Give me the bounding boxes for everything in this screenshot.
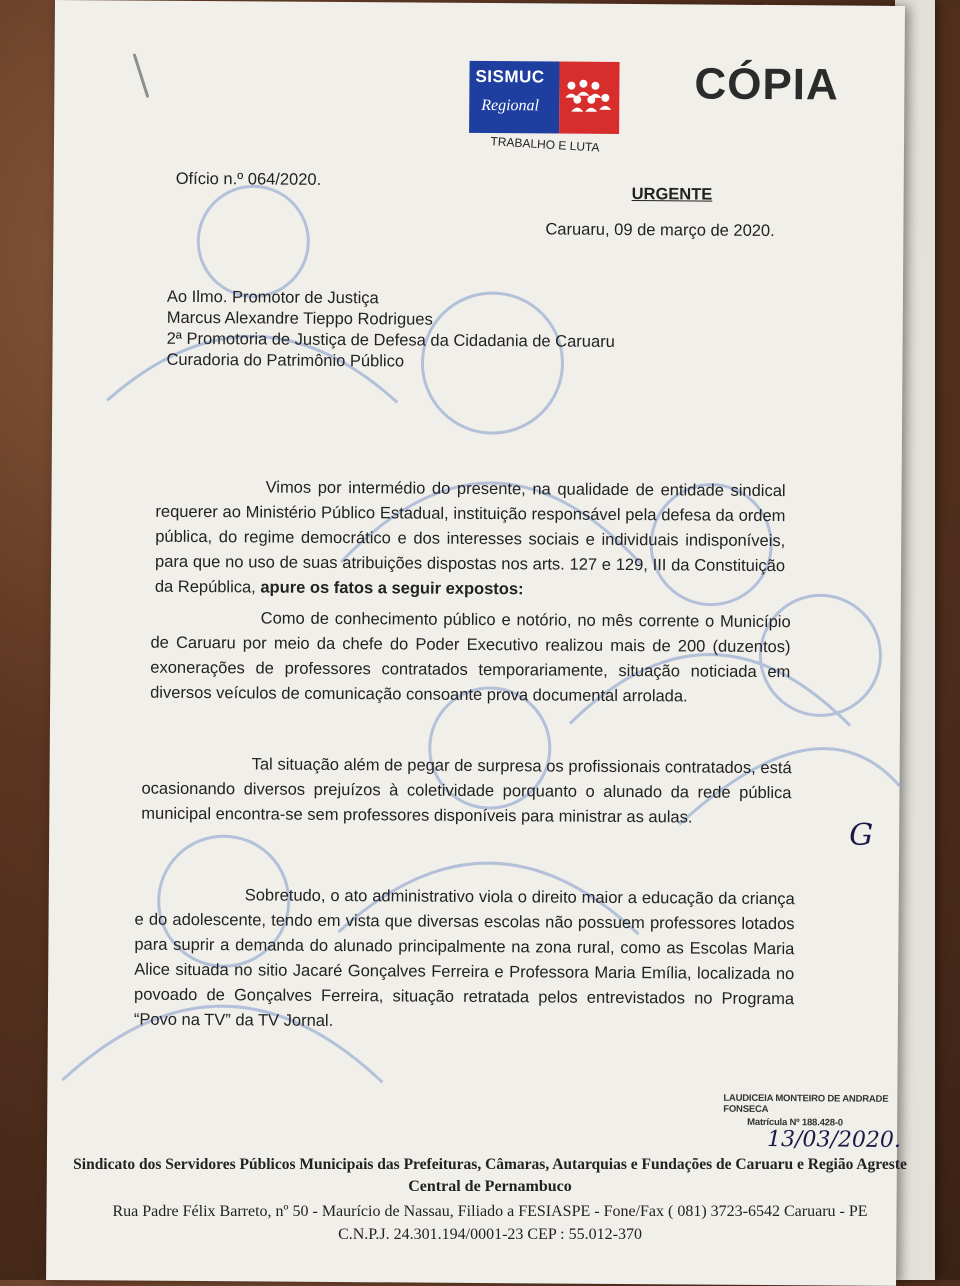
- footer-registration: C.N.P.J. 24.301.194/0001-23 CEP : 55.012-370: [338, 1226, 642, 1243]
- urgent-label: URGENTE: [631, 185, 713, 204]
- watermark-head: [198, 186, 309, 297]
- recipient-line: Ao Ilmo. Promotor de Justiça: [166, 287, 379, 308]
- paragraph-2-text: Como de conhecimento público e notório, no mês corrente o Município de Caruaru por meio da chefe do Poder Executivo realizou mais de 200 (duzentos) exonerações de professores contratados temporariamente, situação noticiada em diversos veículos de comunicação consoante prova documental arrolada.: [150, 609, 791, 706]
- footer-union-name: Sindicato dos Servidores Públicos Municipais das Prefeituras, Câmaras, Autarquias e Fundações de Caruaru e Região Agreste: [73, 1156, 907, 1173]
- logo-red-panel: [559, 62, 620, 134]
- people-icon: [561, 76, 617, 126]
- sismuc-logo: [469, 61, 622, 170]
- recipient-line: Marcus Alexandre Tieppo Rodrigues: [166, 308, 433, 329]
- logo-subtitle: Regional: [481, 96, 540, 115]
- paragraph-1: [155, 475, 786, 604]
- copy-stamp: CÓPIA: [694, 59, 839, 110]
- footer-address: Rua Padre Félix Barreto, nº 50 - Maurício de Nassau, Filiado a FESIASPE - Fone/Fax ( 081) 3723-6542 Caruaru - PE: [112, 1203, 868, 1220]
- receipt-stamp-name: LAUDICEIA MONTEIRO DE ANDRADE FONSECA: [723, 1092, 889, 1116]
- paragraph-4-text: Sobretudo, o ato administrativo viola o direito maior a educação da criança e do adolescente, tendo em vista que diversas escolas não possuem professores lotados para suprir a demanda do alunado principalmente na zona rural, como as Escolas Maria Alice situada no sitio Jacaré Gonçalves Ferreira e Professora Maria Emília, localizada no povoado de Gonçalves Ferreira, situação retratada pelos entrevistados no Programa “Povo na TV” da TV Jornal.: [133, 886, 795, 1030]
- logo-slogan: TRABALHO E LUTA: [490, 134, 600, 155]
- paragraph-2: [150, 606, 791, 710]
- paragraph-3-text: Tal situação além de pegar de surpresa os profissionais contratados, está ocasionando diversos prejuízos à coletividade porquanto o alunado da rede pública municipal encontra-se sem professores disponíveis para ministrar as aulas.: [141, 755, 792, 827]
- paragraph-1-emphasis: apure os fatos a seguir expostos:: [260, 578, 524, 599]
- recipient-line: Curadoria do Patrimônio Público: [166, 350, 405, 371]
- document-page: [46, 0, 905, 1286]
- receipt-stamp-registration: Matrícula Nº 188.428-0: [747, 1116, 843, 1129]
- footer-region: Central de Pernambuco: [408, 1178, 572, 1195]
- letter-date: Caruaru, 09 de março de 2020.: [545, 220, 775, 241]
- paragraph-1-text: Vimos por intermédio do presente, na qualidade de entidade sindical requerer ao Ministério Público Estadual, instituição responsável pela defesa da ordem pública, do regime democrático e dos interesses sociais e individuais indisponíveis, para que no uso de suas atribuições dispostas nos arts. 127 e 129, III da Constituição da República,: [154, 478, 786, 597]
- receipt-handwritten-date: 13/03/2020.: [766, 1126, 901, 1153]
- logo-blue-panel: [469, 61, 560, 134]
- watermark-head: [422, 293, 563, 434]
- logo-name: SISMUC: [475, 66, 545, 87]
- recipient-line: 2ª Promotoria de Justiça de Defesa da Cidadania de Caruaru: [166, 329, 615, 351]
- margin-initial: G: [849, 817, 874, 853]
- letter-number: Ofício n.º 064/2020.: [175, 169, 322, 189]
- paragraph-4: [134, 883, 795, 1038]
- paragraph-3: [141, 752, 792, 832]
- staple: [133, 53, 150, 98]
